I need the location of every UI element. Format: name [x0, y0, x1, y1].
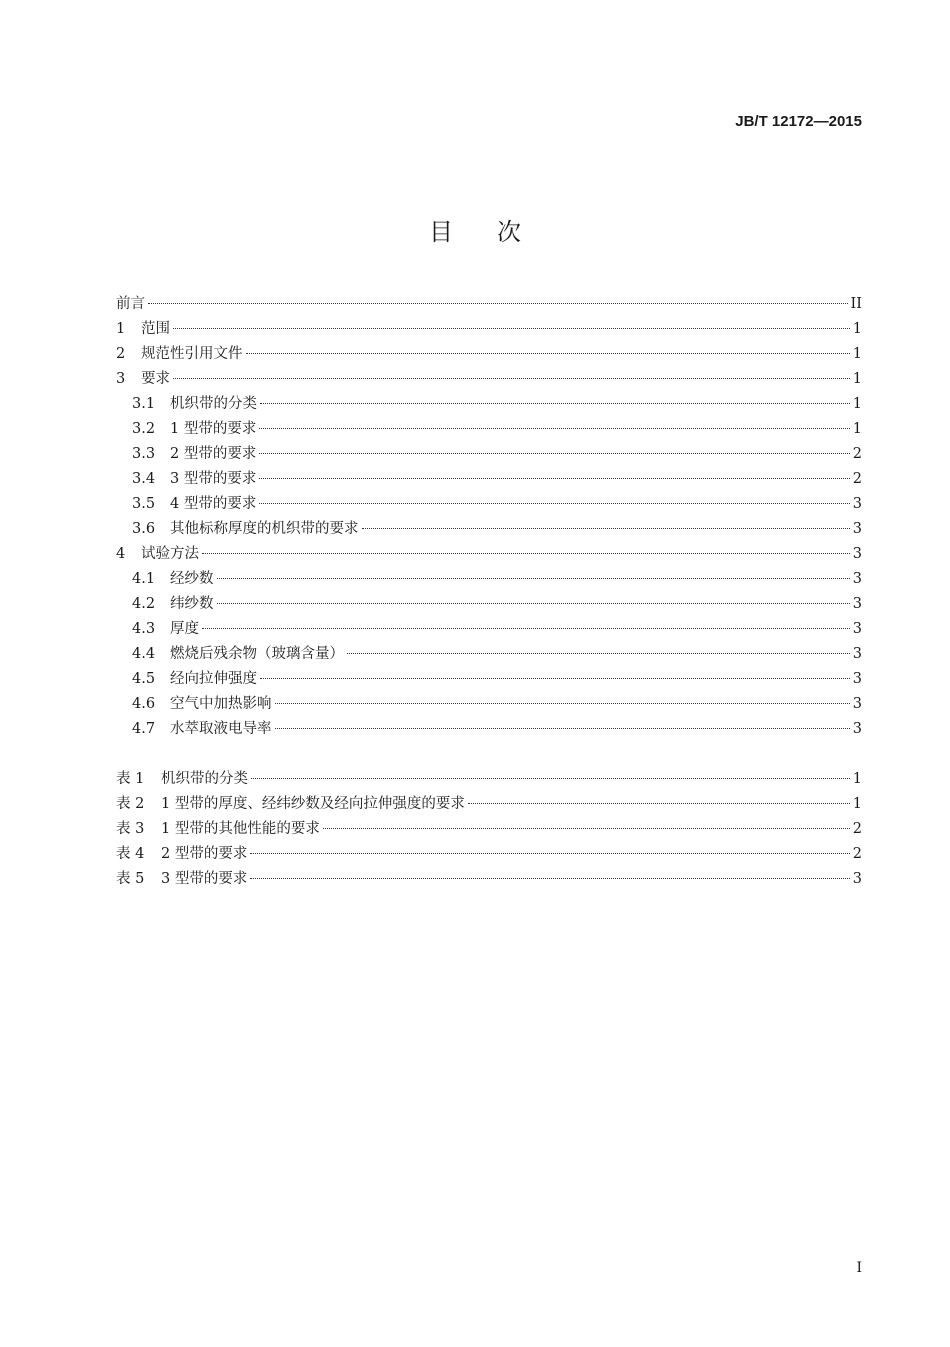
entry-label: 2 型带的要求 — [161, 846, 248, 862]
dot-leader — [148, 303, 848, 304]
entry-label: 前言 — [116, 296, 145, 312]
toc-entry[interactable] — [116, 342, 862, 367]
dot-leader — [468, 803, 850, 804]
dot-leader — [217, 603, 850, 604]
table-list-entry[interactable] — [116, 842, 862, 867]
entry-page: 1 — [852, 371, 862, 387]
entry-label: 经向拉伸强度 — [170, 671, 257, 687]
dot-leader — [251, 778, 850, 779]
table-of-contents — [116, 292, 862, 742]
dot-leader — [260, 678, 850, 679]
entry-page: 2 — [852, 471, 862, 487]
entry-number: 3.4 — [132, 471, 156, 487]
toc-entry[interactable] — [116, 442, 862, 467]
entry-number: 4.4 — [132, 646, 156, 662]
entry-number: 表 3 — [116, 821, 145, 837]
toc-entry[interactable] — [116, 642, 862, 667]
entry-label: 其他标称厚度的机织带的要求 — [170, 521, 359, 537]
entry-number: 表 4 — [116, 846, 145, 862]
dot-leader — [260, 403, 850, 404]
toc-entry[interactable] — [116, 667, 862, 692]
entry-label: 空气中加热影响 — [170, 696, 272, 712]
table-list-entry[interactable] — [116, 867, 862, 892]
entry-number: 3 — [116, 371, 126, 387]
entry-label: 4 型带的要求 — [170, 496, 257, 512]
dot-leader — [259, 503, 849, 504]
entry-label: 3 型带的要求 — [161, 871, 248, 887]
list-of-tables — [116, 767, 862, 892]
entry-label: 规范性引用文件 — [141, 346, 243, 362]
entry-label: 机织带的分类 — [161, 771, 248, 787]
entry-label: 机织带的分类 — [170, 396, 257, 412]
toc-entry[interactable] — [116, 592, 862, 617]
entry-page: 3 — [852, 621, 862, 637]
entry-page: 3 — [852, 871, 862, 887]
dot-leader — [250, 853, 849, 854]
entry-number: 4.2 — [132, 596, 156, 612]
entry-number: 3.5 — [132, 496, 156, 512]
toc-entry[interactable] — [116, 417, 862, 442]
dot-leader — [202, 553, 850, 554]
dot-leader — [250, 878, 849, 879]
toc-entry[interactable] — [116, 692, 862, 717]
entry-label: 范围 — [141, 321, 170, 337]
entry-page: 2 — [852, 846, 862, 862]
entry-page: 1 — [852, 346, 862, 362]
entry-page: 3 — [852, 571, 862, 587]
entry-page: 1 — [852, 321, 862, 337]
entry-label: 2 型带的要求 — [170, 446, 257, 462]
entry-label: 1 型带的要求 — [170, 421, 257, 437]
dot-leader — [275, 703, 850, 704]
entry-label: 1 型带的其他性能的要求 — [161, 821, 320, 837]
table-list-entry[interactable] — [116, 792, 862, 817]
standard-code: JB/T 12172—2015 — [735, 113, 862, 130]
toc-entry[interactable] — [116, 367, 862, 392]
toc-entry[interactable] — [116, 567, 862, 592]
dot-leader — [259, 428, 849, 429]
toc-entry[interactable] — [116, 392, 862, 417]
toc-entry[interactable] — [116, 617, 862, 642]
entry-page: 3 — [852, 596, 862, 612]
dot-leader — [323, 828, 850, 829]
entry-label: 经纱数 — [170, 571, 214, 587]
entry-number: 3.2 — [132, 421, 156, 437]
toc-entry[interactable] — [116, 467, 862, 492]
entry-label: 试验方法 — [141, 546, 199, 562]
entry-number: 4.1 — [132, 571, 156, 587]
entry-page: 3 — [852, 521, 862, 537]
entry-page: 1 — [852, 396, 862, 412]
entry-label: 纬纱数 — [170, 596, 214, 612]
entry-label: 3 型带的要求 — [170, 471, 257, 487]
table-list-entry[interactable] — [116, 817, 862, 842]
entry-label: 燃烧后残余物（玻璃含量） — [170, 646, 344, 662]
entry-number: 4.6 — [132, 696, 156, 712]
entry-number: 表 2 — [116, 796, 145, 812]
entry-page: 2 — [852, 446, 862, 462]
dot-leader — [246, 353, 850, 354]
dot-leader — [347, 653, 850, 654]
entry-number: 表 1 — [116, 771, 145, 787]
entry-label: 要求 — [141, 371, 170, 387]
page-number: I — [856, 1260, 862, 1276]
entry-label: 1 型带的厚度、经纬纱数及经向拉伸强度的要求 — [161, 796, 465, 812]
table-list-entry[interactable] — [116, 767, 862, 792]
entry-page: 3 — [852, 496, 862, 512]
entry-number: 3.1 — [132, 396, 156, 412]
entry-number: 1 — [116, 321, 126, 337]
dot-leader — [217, 578, 850, 579]
entry-number: 4.3 — [132, 621, 156, 637]
entry-page: 1 — [852, 771, 862, 787]
dot-leader — [362, 528, 850, 529]
dot-leader — [259, 453, 849, 454]
dot-leader — [259, 478, 849, 479]
entry-number: 4 — [116, 546, 126, 562]
entry-page: 3 — [852, 696, 862, 712]
dot-leader — [275, 728, 850, 729]
toc-entry[interactable] — [116, 717, 862, 742]
toc-entry[interactable] — [116, 492, 862, 517]
entry-number: 4.5 — [132, 671, 156, 687]
entry-page: 3 — [852, 546, 862, 562]
entry-page: 1 — [852, 421, 862, 437]
entry-number: 表 5 — [116, 871, 145, 887]
dot-leader — [202, 628, 850, 629]
toc-entry[interactable] — [116, 317, 862, 342]
entry-number: 4.7 — [132, 721, 156, 737]
page-title: 目次 — [429, 218, 565, 246]
entry-page: II — [850, 296, 862, 312]
toc-entry[interactable] — [116, 517, 862, 542]
dot-leader — [173, 378, 850, 379]
entry-page: 3 — [852, 646, 862, 662]
toc-entry[interactable] — [116, 292, 862, 317]
entry-label: 厚度 — [170, 621, 199, 637]
entry-page: 2 — [852, 821, 862, 837]
dot-leader — [173, 328, 850, 329]
entry-label: 水萃取液电导率 — [170, 721, 272, 737]
entry-page: 3 — [852, 721, 862, 737]
toc-entry[interactable] — [116, 542, 862, 567]
entry-number: 3.6 — [132, 521, 156, 537]
entry-number: 3.3 — [132, 446, 156, 462]
entry-number: 2 — [116, 346, 126, 362]
entry-page: 3 — [852, 671, 862, 687]
entry-page: 1 — [852, 796, 862, 812]
